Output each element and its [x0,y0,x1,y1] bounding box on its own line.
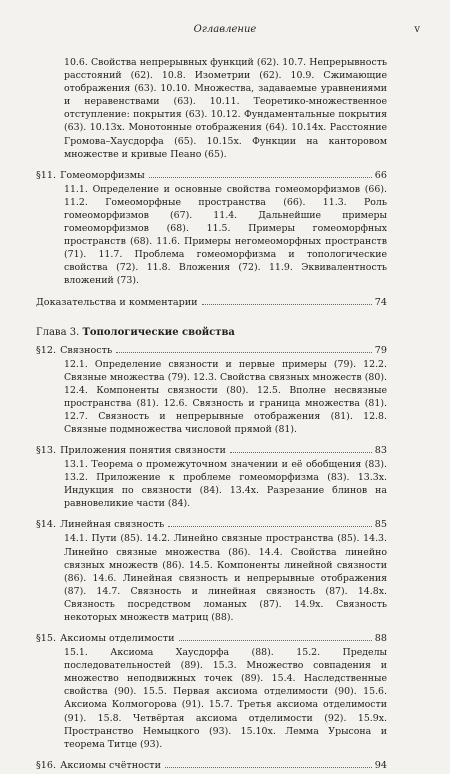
toc-entry-head [36,759,387,772]
dot-leader [179,640,372,641]
section-title: Аксиомы отделимости [60,633,175,645]
section-title: Аксиомы счётности [60,759,161,771]
toc-entry-head [36,169,387,182]
toc-entry-head [36,296,387,309]
section-number: §15. [36,633,57,645]
dot-leader [116,352,372,353]
section-10-continuation: 10.6. Свойства непрерывных функций (62). 10.7. Непрерывность расстояний (62). 10.8. Изометрии (62). 10.9. Сжимающие отображения (63). 10.10. Множества, задаваемые уравнениями и неравенствами (63). 10.11. Теоретико-множественное отступление: покрытия (63). 10.12. Фундаментальные покрытия (63). 10.13x. Монотонные отображения (64). 10.14x. Расстояние Громова–Хаусдорфа (65). 10.15x. Функции на канторовом множестве и кривые Пеано (65). [64,57,387,160]
dot-leader [168,526,372,527]
running-head [30,24,420,38]
section-page: 85 [374,519,387,531]
chapter-label: Глава 3. [36,326,80,338]
toc-entry-head [36,344,387,357]
section-title: Приложения понятия связности [60,445,226,457]
toc-entry-head [36,518,387,531]
section-title: Связность [60,344,113,356]
subsection-list: 11.1. Определение и основные свойства гомеоморфизмов (66). 11.2. Гомеоморфные пространства (66). 11.3. Роль гомеоморфизмов (67). 11.4. Дальнейшие примеры гомеоморфизмов (68). 11.5. Примеры гомеоморфных пространств (68). 11.6. Примеры негомеоморфных пространств (71). 11.7. Проблема гомеоморфизма и топологические свойства (72). 11.8. Вложения (72). 11.9. Эквивалентность вложений (73). [64,183,387,287]
dot-leader [149,177,372,178]
section-number: §12. [36,344,57,356]
page-number: v [414,24,420,35]
toc-entry-section-12[interactable] [36,344,387,437]
running-head-title: Оглавление [193,24,257,35]
section-number: §11. [36,169,57,181]
toc-entry-section-14[interactable] [36,518,387,624]
section-list [36,344,387,772]
section-number: §16. [36,759,57,771]
toc-entry-section-15[interactable] [36,632,387,751]
toc-entry-section-16[interactable] [36,759,387,772]
table-of-contents [36,56,387,774]
subsection-list: 12.1. Определение связности и первые примеры (79). 12.2. Связные множества (79). 12.3. Свойства связных множеств (80). 12.4. Компоненты связности (80). 12.5. Вполне несвязные пространства (81). 12.6. Связность и граница множества (81). 12.7. Связность и непрерывные отображения (81). 12.8. Связные подмножества числовой прямой (81). [64,358,387,435]
section-page: 79 [374,344,387,356]
dot-leader [165,767,372,768]
section-page: 66 [374,169,387,181]
section-page: 83 [374,445,387,457]
section-number: §14. [36,519,57,531]
subsection-list: 13.1. Теорема о промежуточном значении и её обобщения (83). 13.2. Приложение к проблеме гомеоморфизма (83). 13.3x. Индукция по связности (84). 13.4x. Разрезание блинов на равновеликие части (84). [64,459,387,510]
section-number: §13. [36,445,57,457]
toc-entry-section-13[interactable] [36,444,387,510]
section-page: 94 [374,759,387,771]
chapter-heading [36,325,387,338]
subsection-list: 15.1. Аксиома Хаусдорфа (88). 15.2. Пределы последовательностей (89). 15.3. Множество совпадения и множество неподвижных точек (89). 15.4. Наследственные свойства (90). 15.5. Первая аксиома отделимости (90). 15.6. Аксиома Колмогорова (91). 15.7. Третья аксиома отделимости (91). 15.8. Четвёртая аксиома отделимости (92). 15.9x. Пространство Немыцкого (93). 15.10x. Лемма Урысона и теорема Титце (93). [64,647,387,750]
notes-page: 74 [374,296,387,308]
dot-leader [202,304,372,305]
toc-entry-section-11[interactable] [36,169,387,288]
section-title: Гомеоморфизмы [60,169,145,181]
toc-entry-head [36,444,387,457]
chapter-title: Топологические свойства [82,326,235,338]
toc-entry-head [36,632,387,645]
notes-title: Доказательства и комментарии [36,296,198,308]
section-title: Линейная связность [60,519,165,531]
toc-entry-notes[interactable] [36,296,387,309]
dot-leader [230,452,372,453]
section-page: 88 [374,633,387,645]
subsection-list: 14.1. Пути (85). 14.2. Линейно связные пространства (85). 14.3. Линейно связные множества (86). 14.4. Свойства линейно связных множеств (86). 14.5. Компоненты линейной связности (86). 14.6. Линейная связность и непрерывные отображения (87). 14.7. Связность и линейная связность (87). 14.8x. Связность посредством ломаных (87). 14.9x. Связность некоторых множеств матриц (88). [64,533,387,623]
